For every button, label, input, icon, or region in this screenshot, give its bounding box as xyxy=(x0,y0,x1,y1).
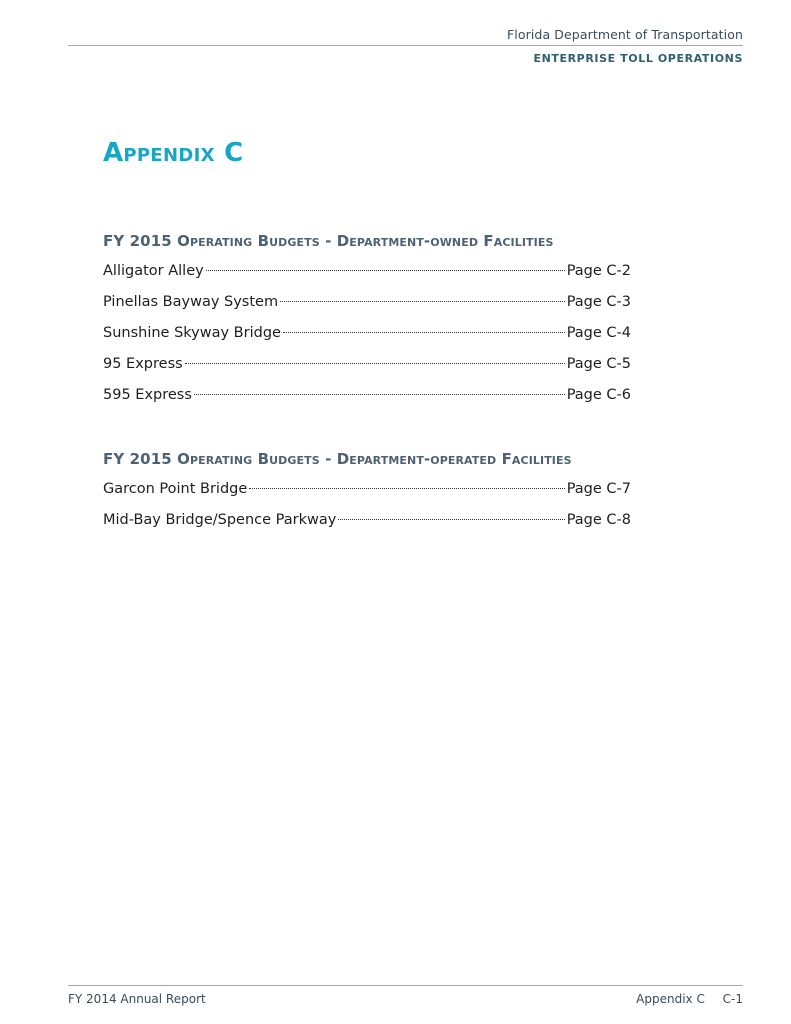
toc-entry[interactable] xyxy=(103,356,631,387)
dot-leader xyxy=(194,394,565,395)
footer-right xyxy=(636,992,743,1006)
toc-entry-name: Sunshine Skyway Bridge xyxy=(103,325,281,341)
dot-leader xyxy=(206,270,565,271)
toc-entry-name: Garcon Point Bridge xyxy=(103,481,248,497)
toc-entry-page: Page C-8 xyxy=(566,512,631,528)
toc-entry-name: 595 Express xyxy=(103,387,192,403)
dot-leader xyxy=(283,332,565,333)
footer-rule xyxy=(68,985,743,986)
toc-entry-name: Mid-Bay Bridge/Spence Parkway xyxy=(103,512,337,528)
toc-entry-name: Alligator Alley xyxy=(103,263,204,279)
section-heading-operated: FY 2015 Operating Budgets - Department-operated Facilities xyxy=(103,450,572,468)
footer-section: Appendix C xyxy=(636,992,705,1006)
footer-page-number: C-1 xyxy=(722,992,743,1006)
toc-entry-page: Page C-3 xyxy=(566,294,631,310)
toc-entry-page: Page C-6 xyxy=(566,387,631,403)
dot-leader xyxy=(185,363,565,364)
footer-report: FY 2014 Annual Report xyxy=(68,992,206,1006)
dot-leader xyxy=(338,519,564,520)
toc-entry[interactable] xyxy=(103,294,631,325)
header-unit: ENTERPRISE TOLL OPERATIONS xyxy=(533,52,743,65)
appendix-title: Appendix C xyxy=(103,138,244,168)
toc-entry-page: Page C-7 xyxy=(566,481,631,497)
toc-entry[interactable] xyxy=(103,325,631,356)
toc-list-owned xyxy=(103,263,631,418)
toc-entry[interactable] xyxy=(103,387,631,418)
section-heading-owned: FY 2015 Operating Budgets - Department-owned Facilities xyxy=(103,232,554,250)
toc-entry[interactable] xyxy=(103,481,631,512)
dot-leader xyxy=(249,488,564,489)
toc-entry-page: Page C-2 xyxy=(566,263,631,279)
header-rule xyxy=(68,45,743,46)
toc-entry-page: Page C-4 xyxy=(566,325,631,341)
toc-entry[interactable] xyxy=(103,512,631,543)
header-organization: Florida Department of Transportation xyxy=(507,27,743,42)
dot-leader xyxy=(280,301,565,302)
toc-entry-name: Pinellas Bayway System xyxy=(103,294,279,310)
toc-entry-name: 95 Express xyxy=(103,356,183,372)
toc-entry[interactable] xyxy=(103,263,631,294)
toc-list-operated xyxy=(103,481,631,543)
toc-entry-page: Page C-5 xyxy=(566,356,631,372)
